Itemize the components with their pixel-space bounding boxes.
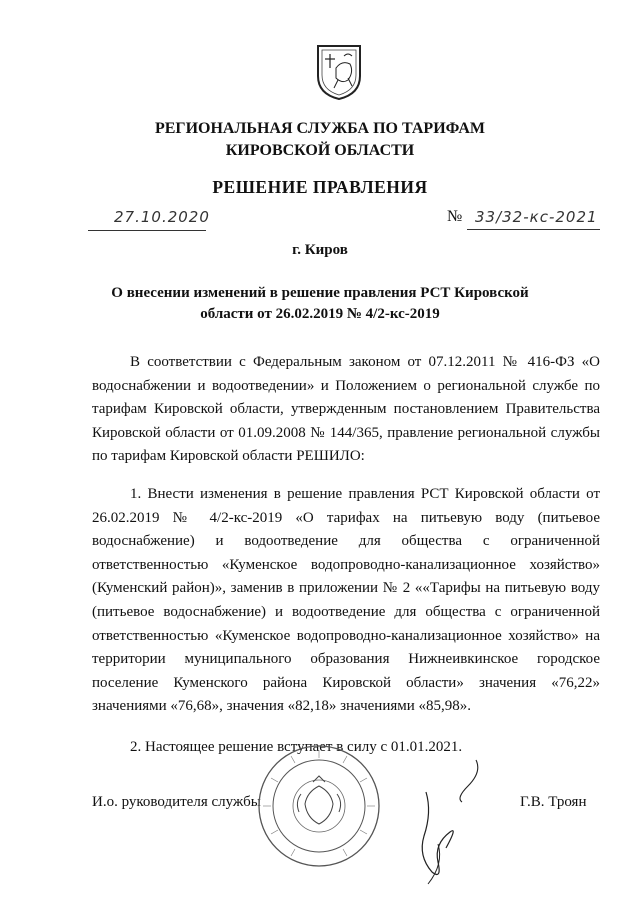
handwritten-signature — [398, 752, 498, 892]
signatory-name: Г.В. Троян — [520, 794, 587, 810]
decision-item-1: 1. Внести изменения в решение правления РСТ Кировской области от 26.02.2019 № 4/2-кс-2019 «О тарифах на питьевую воду (питьевое водоснабжение) и водоотведение для общества с ограниченной ответственностью «Куменское водопроводно-канализационное хозяйство» (Куменский район)», заменив в приложении № 2 ««Тарифы на питьевую воду (питьевое водоснабжение) и водоотведение для общества с ограниченной ответственностью «Куменское водопроводно-канализационное хозяйство» на территории муниципального образования Нижнеивкинское городское поселение Куменского района Кировской области» значения «76,22» значениями «76,68», значения «82,18» значениями «85,98». — [92, 486, 600, 715]
subject-line2: области от 26.02.2019 № 4/2-кс-2019 — [200, 306, 440, 322]
official-seal-stamp — [255, 742, 383, 870]
date-field — [88, 206, 210, 231]
signatory-position: И.о. руководителя службы — [92, 794, 261, 810]
decision-item-2: 2. Настоящее решение вступает в силу с 01.01.2021. — [130, 739, 463, 755]
number-handwritten: 33/32-кс-2021 — [475, 208, 598, 226]
number-underline — [467, 229, 600, 230]
coat-of-arms-emblem — [314, 42, 364, 102]
org-name-line1: РЕГИОНАЛЬНАЯ СЛУЖБА ПО ТАРИФАМ — [154, 120, 486, 137]
city: г. Киров — [292, 242, 348, 258]
org-name-line2: КИРОВСКОЙ ОБЛАСТИ — [225, 142, 415, 159]
subject-line1: О внесении изменений в решение правления РСТ Кировской — [111, 285, 529, 301]
date-handwritten: 27.10.2020 — [114, 208, 210, 226]
number-label: № — [447, 208, 463, 225]
number-field — [447, 206, 600, 230]
preamble-paragraph: В соответствии с Федеральным законом от 07.12.2011 № 416-ФЗ «О водоснабжении и водоотведении» и Положением о региональной службе по тарифам Кировской области, утвержденным постановлением Правительства Кировской области от 01.09.2008 № 144/365, правление региональной службы по тарифам Кировской области РЕШИЛО: — [92, 354, 600, 465]
document-type-title: РЕШЕНИЕ ПРАВЛЕНИЯ — [212, 177, 428, 197]
